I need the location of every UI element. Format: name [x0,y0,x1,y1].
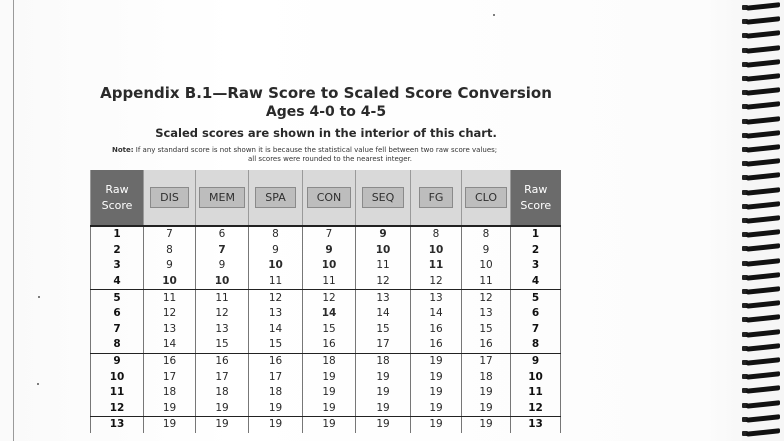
binding-coil [742,359,780,366]
table-row [91,353,561,369]
raw-score-cell-right: 10 [511,369,561,385]
table-row [91,290,561,306]
raw-score-cell: 13 [91,417,144,433]
raw-score-cell: 4 [91,274,144,290]
scaled-score-cell-con: 19 [303,369,356,385]
raw-header-line1: Raw [524,182,548,196]
raw-score-cell-right: 4 [511,274,561,290]
scaled-score-cell-spa: 8 [249,226,303,243]
scaled-score-cell-con: 19 [303,385,356,401]
scaled-score-cell-mem: 6 [196,226,249,243]
scaled-score-cell-dis: 14 [144,337,196,353]
scaled-score-cell-clo: 16 [462,337,511,353]
column-header-label: SPA [255,187,295,208]
scaled-score-cell-mem: 19 [196,401,249,417]
scaled-score-cell-spa: 16 [249,353,303,369]
scaled-score-cell-con: 19 [303,417,356,433]
scaled-score-cell-fg: 10 [411,243,462,259]
raw-score-cell-right: 3 [511,258,561,274]
column-header [196,170,249,226]
scaled-score-cell-clo: 10 [462,258,511,274]
binding-coil [742,189,780,196]
scaled-score-cell-fg: 19 [411,353,462,369]
table-row [91,258,561,274]
table-row [91,243,561,259]
binding-coil [742,373,780,380]
binding-coil [742,430,780,437]
raw-score-cell: 2 [91,243,144,259]
scaled-score-cell-seq: 10 [356,243,411,259]
raw-score-cell-right: 7 [511,322,561,338]
raw-score-cell: 3 [91,258,144,274]
scaled-score-cell-seq: 19 [356,417,411,433]
table-row [91,401,561,417]
scaled-score-cell-fg: 8 [411,226,462,243]
column-header-label: MEM [199,187,245,208]
scaled-score-cell-seq: 18 [356,353,411,369]
scaled-score-cell-seq: 12 [356,274,411,290]
scaled-score-cell-con: 10 [303,258,356,274]
table-row [91,385,561,401]
scaled-score-cell-dis: 17 [144,369,196,385]
raw-score-cell: 8 [91,337,144,353]
column-header-label: CON [307,187,352,208]
scaled-score-cell-dis: 10 [144,274,196,290]
table-row [91,306,561,322]
note-line-1 [112,146,497,154]
scaled-score-cell-fg: 14 [411,306,462,322]
table-row [91,369,561,385]
raw-score-cell-right: 8 [511,337,561,353]
scaled-score-cell-fg: 12 [411,274,462,290]
scaled-score-cell-fg: 19 [411,401,462,417]
table-row [91,417,561,433]
scaled-score-cell-seq: 9 [356,226,411,243]
column-header [249,170,303,226]
scaled-score-cell-clo: 17 [462,353,511,369]
age-range-subtitle: Ages 4-0 to 4-5 [265,104,387,120]
scaled-score-cell-spa: 15 [249,337,303,353]
note-text: If any standard score is not shown it is because the statistical value fell between two raw score values; [133,146,498,154]
scaled-score-cell-dis: 9 [144,258,196,274]
scaled-score-cell-fg: 16 [411,337,462,353]
conversion-table [90,170,561,433]
binding-coil [742,316,780,323]
scaled-score-cell-con: 16 [303,337,356,353]
scaled-score-cell-clo: 19 [462,385,511,401]
raw-score-cell: 5 [91,290,144,306]
raw-score-cell: 1 [91,226,144,243]
column-header-label: SEQ [362,187,405,208]
table-header-row [91,170,561,226]
table-body [91,226,561,433]
scaled-score-cell-clo: 18 [462,369,511,385]
scaled-score-cell-dis: 7 [144,226,196,243]
binding-coil [742,75,780,82]
raw-header-line2: Score [101,198,133,212]
table-row [91,337,561,353]
raw-score-cell: 10 [91,369,144,385]
binding-coil [742,118,780,125]
scaled-score-cell-dis: 18 [144,385,196,401]
scaled-score-cell-con: 18 [303,353,356,369]
scaled-score-cell-spa: 18 [249,385,303,401]
scaled-score-cell-mem: 11 [196,290,249,306]
scaled-score-cell-dis: 16 [144,353,196,369]
column-header-label: DIS [150,187,189,208]
column-header [462,170,511,226]
note-line-2: all scores were rounded to the nearest integer. [248,155,412,163]
scaled-score-cell-seq: 15 [356,322,411,338]
scaled-score-cell-spa: 19 [249,417,303,433]
raw-header-line1: Raw [105,182,129,196]
scaled-score-cell-con: 14 [303,306,356,322]
binding-coil [742,103,780,110]
scaled-score-cell-con: 12 [303,290,356,306]
scaled-score-cell-seq: 19 [356,369,411,385]
appendix-title: Appendix B.1—Raw Score to Scaled Score Conversion [100,84,552,102]
binding-coil [742,132,780,139]
scaled-score-cell-fg: 16 [411,322,462,338]
raw-score-cell-right: 6 [511,306,561,322]
binding-coil [742,160,780,167]
scaled-score-cell-mem: 19 [196,417,249,433]
binding-coil [742,331,780,338]
scaled-score-cell-mem: 18 [196,385,249,401]
scaled-score-cell-mem: 12 [196,306,249,322]
dust-speck [493,14,495,16]
raw-score-cell: 6 [91,306,144,322]
scaled-score-cell-dis: 8 [144,243,196,259]
dust-speck [38,296,40,298]
raw-score-cell: 11 [91,385,144,401]
binding-coil [742,245,780,252]
binding-coil [742,61,780,68]
scaled-score-cell-spa: 19 [249,401,303,417]
binding-coil [742,32,780,39]
scaled-score-cell-dis: 13 [144,322,196,338]
binding-coil [742,18,780,25]
scaled-score-cell-fg: 11 [411,258,462,274]
scaled-score-cell-clo: 13 [462,306,511,322]
scaled-score-cell-con: 19 [303,401,356,417]
binding-coil [742,387,780,394]
scaled-score-cell-clo: 8 [462,226,511,243]
binding-coil [742,345,780,352]
scaled-score-cell-fg: 19 [411,369,462,385]
raw-score-cell: 7 [91,322,144,338]
scaled-score-cell-seq: 13 [356,290,411,306]
scaled-score-cell-mem: 9 [196,258,249,274]
scaled-score-cell-spa: 12 [249,290,303,306]
scaled-score-cell-dis: 11 [144,290,196,306]
raw-score-cell-right: 13 [511,417,561,433]
scaled-score-cell-clo: 15 [462,322,511,338]
scaled-score-cell-clo: 19 [462,417,511,433]
column-header [303,170,356,226]
scaled-score-cell-fg: 19 [411,417,462,433]
raw-score-cell: 9 [91,353,144,369]
raw-score-header-left [91,170,144,226]
scaled-score-cell-con: 15 [303,322,356,338]
scaled-score-cell-spa: 10 [249,258,303,274]
binding-coil [742,174,780,181]
scaled-score-cell-clo: 12 [462,290,511,306]
column-header [356,170,411,226]
raw-score-cell-right: 1 [511,226,561,243]
scaled-score-cell-spa: 13 [249,306,303,322]
column-header [144,170,196,226]
scaled-score-cell-clo: 11 [462,274,511,290]
scaled-score-cell-dis: 19 [144,401,196,417]
scaled-score-cell-fg: 19 [411,385,462,401]
column-header-label: FG [419,187,454,208]
note-label: Note: [112,146,134,154]
binding-coil [742,89,780,96]
raw-score-cell-right: 11 [511,385,561,401]
raw-header-line2: Score [520,198,552,212]
scaled-score-cell-seq: 11 [356,258,411,274]
raw-score-cell-right: 9 [511,353,561,369]
raw-score-cell-right: 5 [511,290,561,306]
table-row [91,274,561,290]
page-edge [13,0,14,441]
raw-score-cell: 12 [91,401,144,417]
binding-coil [742,288,780,295]
scaled-score-cell-seq: 19 [356,385,411,401]
spiral-binding [742,0,784,441]
column-header-label: CLO [465,187,507,208]
raw-score-header-right [511,170,561,226]
scaled-score-cell-clo: 19 [462,401,511,417]
scaled-score-cell-mem: 13 [196,322,249,338]
binding-coil [742,47,780,54]
binding-coil [742,260,780,267]
binding-coil [742,217,780,224]
binding-coil [742,302,780,309]
dust-speck [37,383,39,385]
scaled-score-cell-mem: 16 [196,353,249,369]
scaled-score-cell-dis: 19 [144,417,196,433]
table-row [91,226,561,243]
scaled-score-cell-spa: 17 [249,369,303,385]
scaled-score-cell-mem: 15 [196,337,249,353]
binding-coil [742,203,780,210]
scaled-score-cell-mem: 10 [196,274,249,290]
table-row [91,322,561,338]
binding-coil [742,4,780,11]
binding-coil [742,402,780,409]
binding-coil [742,274,780,281]
scaled-score-cell-spa: 14 [249,322,303,338]
scaled-score-cell-seq: 17 [356,337,411,353]
scaled-score-cell-spa: 11 [249,274,303,290]
scaled-score-cell-seq: 14 [356,306,411,322]
chart-heading: Scaled scores are shown in the interior of this chart. [155,126,497,140]
scaled-score-cell-dis: 12 [144,306,196,322]
raw-score-cell-right: 12 [511,401,561,417]
binding-coil [742,231,780,238]
scaled-score-cell-mem: 7 [196,243,249,259]
column-header [411,170,462,226]
scaled-score-cell-con: 9 [303,243,356,259]
scaled-score-cell-spa: 9 [249,243,303,259]
scaled-score-cell-clo: 9 [462,243,511,259]
binding-coil [742,416,780,423]
binding-coil [742,146,780,153]
scaled-score-cell-fg: 13 [411,290,462,306]
scaled-score-cell-con: 7 [303,226,356,243]
scaled-score-cell-mem: 17 [196,369,249,385]
scaled-score-cell-con: 11 [303,274,356,290]
scaled-score-cell-seq: 19 [356,401,411,417]
raw-score-cell-right: 2 [511,243,561,259]
